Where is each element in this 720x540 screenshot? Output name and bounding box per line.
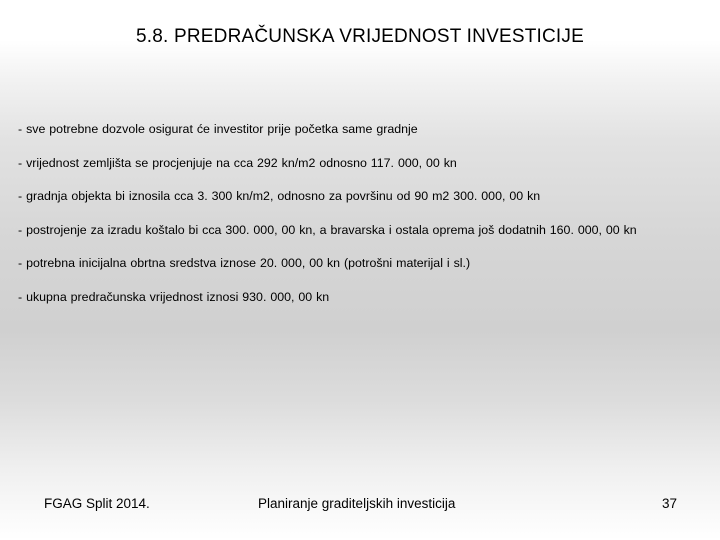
- footer-course-title: Planiranje graditeljskih investicija: [258, 496, 456, 511]
- bullet-item: - gradnja objekta bi iznosila cca 3. 300 kn/m2, odnosno za površinu od 90 m2 300. 000, 00 kn: [18, 189, 541, 203]
- bullet-item: - vrijednost zemljišta se procjenjuje na cca 292 kn/m2 odnosno 117. 000, 00 kn: [18, 155, 457, 170]
- bullet-item: - sve potrebne dozvole osigurat će investitor prije početka same gradnje: [18, 122, 418, 136]
- bullet-item: - postrojenje za izradu koštalo bi cca 300. 000, 00 kn, a bravarska i ostala oprema još dodatnih 160. 000, 00 kn: [18, 222, 637, 237]
- bullet-item: - potrebna inicijalna obrtna sredstva iznose 20. 000, 00 kn (potrošni materijal i sl.): [18, 256, 471, 270]
- bullet-list: [18, 121, 698, 322]
- footer-institution: FGAG Split 2014.: [44, 496, 150, 511]
- bullet-item: - ukupna predračunska vrijednost iznosi 930. 000, 00 kn: [18, 289, 330, 304]
- slide-title: 5.8. PREDRAČUNSKA VRIJEDNOST INVESTICIJE: [136, 26, 584, 47]
- page-number: 37: [661, 496, 677, 511]
